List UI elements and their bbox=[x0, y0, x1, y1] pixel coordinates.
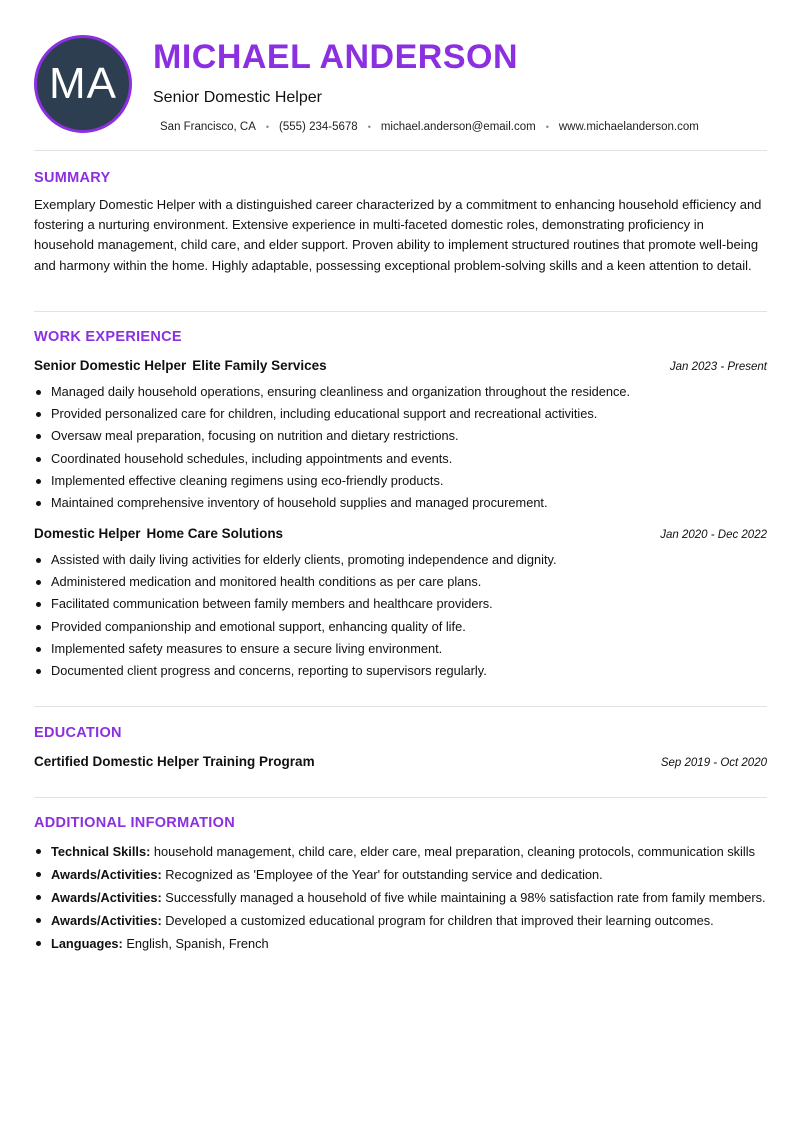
contact-phone: (555) 234-5678 bbox=[279, 121, 358, 133]
contact-website[interactable]: www.michaelanderson.com bbox=[558, 121, 699, 133]
candidate-name: MICHAEL ANDERSON bbox=[153, 38, 519, 76]
additional-information-list bbox=[34, 842, 767, 957]
item-text: English, Spanish, French bbox=[126, 936, 269, 951]
list-item: Provided companionship and emotional support, enhancing quality of life. bbox=[34, 616, 767, 638]
avatar bbox=[34, 35, 132, 133]
item-label: Languages: bbox=[51, 936, 123, 951]
item-text: household management, child care, elder care, meal preparation, cleaning protocols, communication skills bbox=[153, 844, 755, 859]
education-program: Certified Domestic Helper Training Program bbox=[34, 754, 315, 769]
list-item bbox=[34, 888, 767, 907]
education-heading: EDUCATION bbox=[34, 725, 122, 741]
summary-heading: SUMMARY bbox=[34, 170, 111, 186]
education-header bbox=[34, 754, 767, 769]
item-label: Awards/Activities: bbox=[51, 913, 162, 928]
section-divider bbox=[34, 797, 767, 798]
work-experience-heading: WORK EXPERIENCE bbox=[34, 329, 182, 345]
list-item: Documented client progress and concerns, reporting to supervisors regularly. bbox=[34, 660, 767, 682]
job-position: Senior Domestic Helper bbox=[34, 358, 187, 373]
job-title bbox=[34, 358, 327, 373]
item-label: Awards/Activities: bbox=[51, 867, 162, 882]
job-header bbox=[34, 526, 767, 541]
list-item bbox=[34, 934, 767, 953]
job-position: Domestic Helper bbox=[34, 526, 141, 541]
list-item: Provided personalized care for children, including educational support and recreational activities. bbox=[34, 403, 767, 425]
section-divider bbox=[34, 311, 767, 312]
list-item: Coordinated household schedules, including appointments and events. bbox=[34, 448, 767, 470]
bullet-separator: • bbox=[545, 122, 549, 132]
contact-bar bbox=[160, 121, 699, 133]
list-item bbox=[34, 865, 767, 884]
section-divider bbox=[34, 706, 767, 707]
job-title bbox=[34, 526, 283, 541]
bullet-separator: • bbox=[367, 122, 371, 132]
job-company: Home Care Solutions bbox=[146, 526, 284, 541]
list-item: Managed daily household operations, ensuring cleanliness and organization throughout the residence. bbox=[34, 381, 767, 403]
item-label: Awards/Activities: bbox=[51, 890, 162, 905]
item-label: Technical Skills: bbox=[51, 844, 151, 859]
list-item bbox=[34, 911, 767, 930]
job-bullets bbox=[34, 549, 767, 682]
avatar-initials: MA bbox=[49, 59, 117, 108]
item-text: Recognized as 'Employee of the Year' for outstanding service and dedication. bbox=[165, 867, 603, 882]
list-item: Implemented effective cleaning regimens using eco-friendly products. bbox=[34, 470, 767, 492]
bullet-separator: • bbox=[265, 122, 270, 132]
list-item: Implemented safety measures to ensure a secure living environment. bbox=[34, 638, 767, 660]
contact-email[interactable]: michael.anderson@email.com bbox=[380, 121, 536, 133]
list-item: Administered medication and monitored health conditions as per care plans. bbox=[34, 571, 767, 593]
job-company: Elite Family Services bbox=[192, 358, 327, 373]
job-dates: Jan 2023 - Present bbox=[669, 361, 767, 373]
education-dates: Sep 2019 - Oct 2020 bbox=[660, 757, 767, 769]
additional-information-heading: ADDITIONAL INFORMATION bbox=[34, 815, 235, 831]
summary-text: Exemplary Domestic Helper with a distinguished career characterized by a commitment to enhancing household efficiency and fostering a nurturing environment. Extensive experience in multi-faceted domestic roles, demonstrating proficiency in household management, child care, and elder support. Proven ability to implement structured routines that promote well-being and harmony within the home. Highly adaptable, possessing exceptional problem-solving skills and a keen attention to detail. bbox=[34, 197, 762, 273]
list-item: Facilitated communication between family members and healthcare providers. bbox=[34, 593, 767, 615]
list-item: Maintained comprehensive inventory of household supplies and managed procurement. bbox=[34, 492, 767, 514]
job-bullets bbox=[34, 381, 767, 514]
candidate-role: Senior Domestic Helper bbox=[153, 89, 322, 106]
section-divider bbox=[34, 150, 767, 151]
list-item: Oversaw meal preparation, focusing on nutrition and dietary restrictions. bbox=[34, 425, 767, 447]
list-item: Assisted with daily living activities for elderly clients, promoting independence and dignity. bbox=[34, 549, 767, 571]
contact-location: San Francisco, CA bbox=[160, 121, 256, 133]
job-dates: Jan 2020 - Dec 2022 bbox=[660, 529, 767, 541]
list-item bbox=[34, 842, 767, 861]
job-header bbox=[34, 358, 767, 373]
item-text: Developed a customized educational program for children that improved their learning outcomes. bbox=[165, 913, 714, 928]
item-text: Successfully managed a household of five while maintaining a 98% satisfaction rate from family members. bbox=[165, 890, 766, 905]
